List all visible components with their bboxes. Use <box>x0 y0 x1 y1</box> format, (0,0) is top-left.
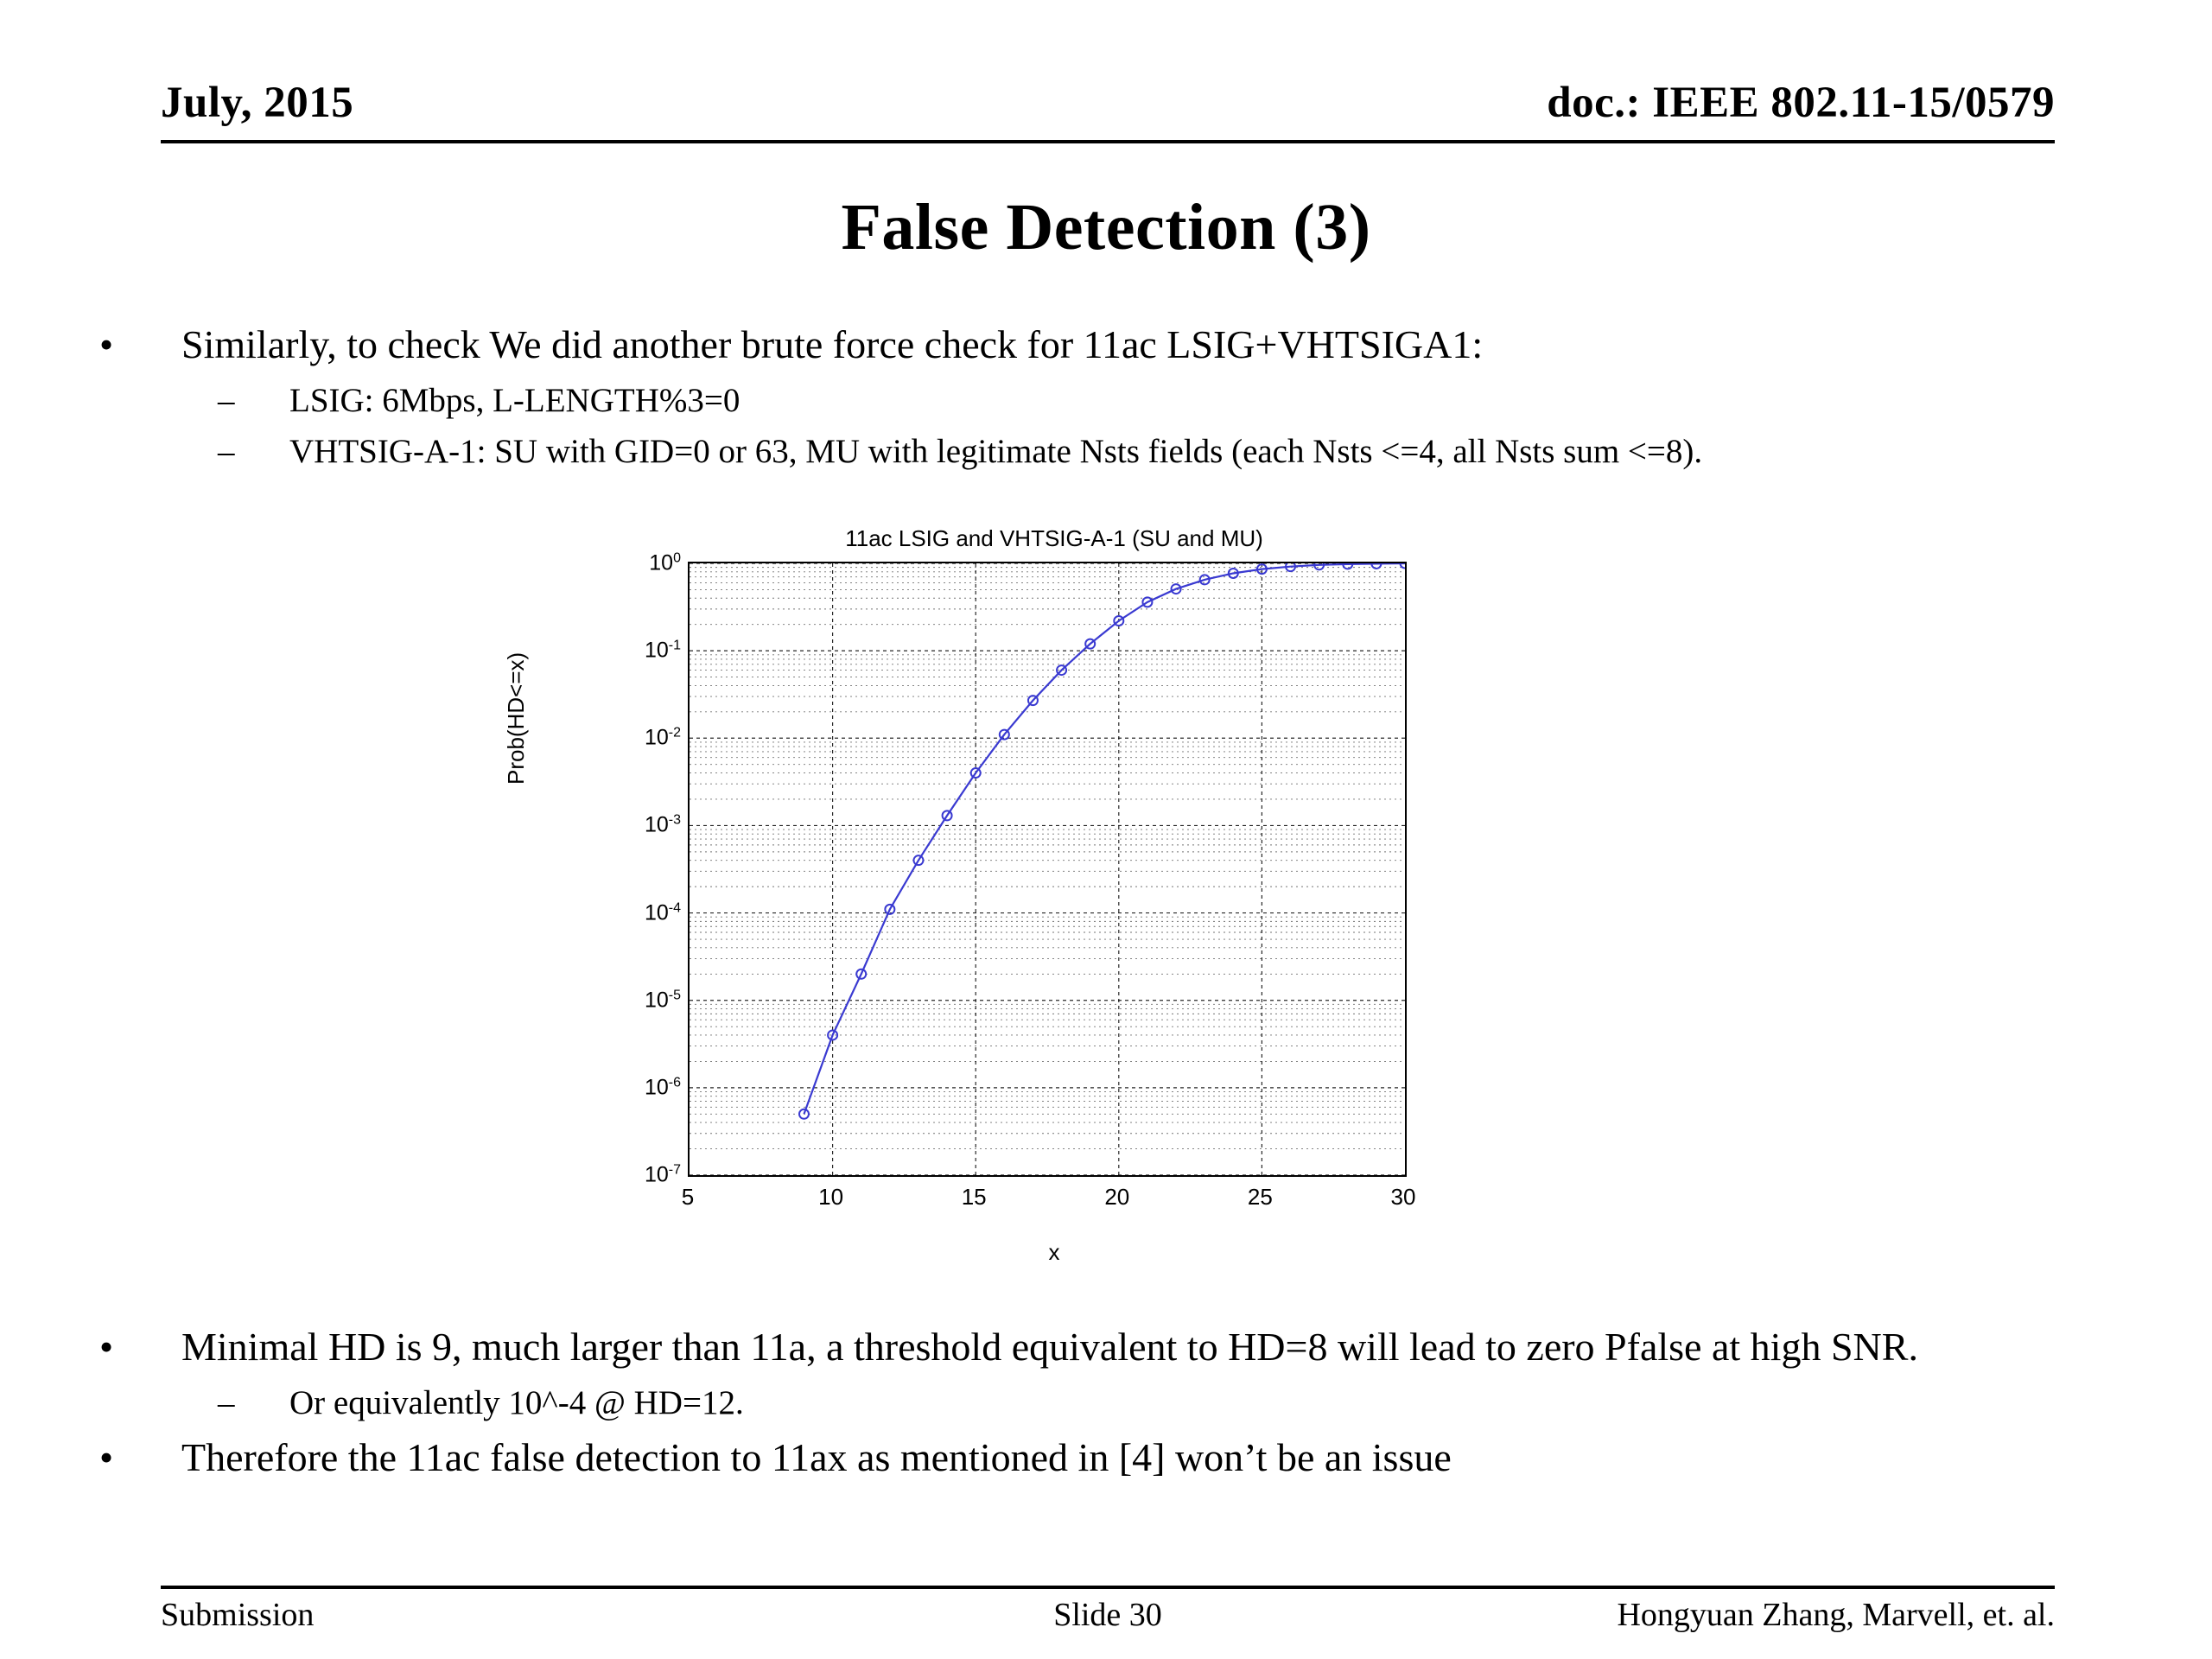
chart-y-tick-label: $10^0$ <box>649 550 681 575</box>
page-title: False Detection (3) <box>841 191 1371 264</box>
bullet-text: Similarly, to check We did another brute force check for 11ac LSIG+VHTSIGA1: <box>181 322 1484 366</box>
chart-y-tick-label: $10^{-1}$ <box>644 638 681 663</box>
footer-author: Hongyuan Zhang, Marvell, et. al. <box>1617 1597 2055 1633</box>
footer-submission: Submission <box>161 1597 315 1633</box>
chart-x-tick-label: 20 <box>1104 1184 1130 1210</box>
chart-y-axis-label: Prob(HD<=x) <box>503 652 529 785</box>
bullet-marker: – <box>218 1383 235 1421</box>
bullet-text: Or equivalently 10^-4 @ HD=12. <box>289 1383 744 1421</box>
bullet-marker: – <box>218 381 235 419</box>
chart-figure <box>503 525 1555 1303</box>
chart-x-tick-label: 5 <box>681 1184 695 1210</box>
chart-x-axis-label: x <box>1048 1239 1060 1265</box>
bullet-list-top <box>86 320 2143 480</box>
bullet-item <box>86 1382 2160 1426</box>
chart-x-tick-label: 30 <box>1390 1184 1416 1210</box>
chart-y-tick-label: $10^{-6}$ <box>644 1075 681 1100</box>
chart-svg <box>690 563 1405 1175</box>
bullet-item <box>86 1433 2160 1484</box>
bullet-marker: • <box>99 1325 114 1369</box>
bullet-item <box>86 430 2143 474</box>
slide-header <box>161 78 2055 143</box>
bullet-marker: • <box>99 322 114 366</box>
chart-y-tick-label: $10^{-2}$ <box>644 725 681 750</box>
bullet-text: VHTSIG-A-1: SU with GID=0 or 63, MU with legitimate Nsts fields (each Nsts <=4, all Nsts sum <=8). <box>289 432 1703 470</box>
chart-y-tick-label: $10^{-4}$ <box>644 899 681 925</box>
bullet-item <box>86 379 2143 423</box>
bullet-text: Therefore the 11ac false detection to 11ax as mentioned in [4] won’t be an issue <box>181 1434 1452 1479</box>
chart-y-tick-label: $10^{-5}$ <box>644 988 681 1013</box>
chart-y-tick-label: $10^{-3}$ <box>644 812 681 838</box>
slide-footer <box>161 1586 2055 1634</box>
chart-x-tick-label: 15 <box>961 1184 987 1210</box>
chart-x-tick-label: 10 <box>818 1184 844 1210</box>
header-date: July, 2015 <box>161 79 354 127</box>
chart-x-tick-label: 25 <box>1247 1184 1273 1210</box>
bullet-item <box>86 1322 2160 1373</box>
bullet-item <box>86 320 2143 371</box>
bullet-text: LSIG: 6Mbps, L-LENGTH%3=0 <box>289 381 741 419</box>
header-doc-number: doc.: IEEE 802.11-15/0579 <box>1547 79 2055 127</box>
bullet-marker: • <box>99 1434 114 1479</box>
bullet-marker: – <box>218 432 235 470</box>
chart-title: 11ac LSIG and VHTSIG-A-1 (SU and MU) <box>845 525 1263 551</box>
bullet-text: Minimal HD is 9, much larger than 11a, a threshold equivalent to HD=8 will lead to zero Pfalse at high SNR. <box>181 1325 1918 1369</box>
bullet-list-bottom <box>86 1322 2160 1491</box>
chart-y-tick-label: $10^{-7}$ <box>644 1162 681 1187</box>
footer-slide-number: Slide 30 <box>1053 1597 1162 1633</box>
chart-plot-area <box>688 562 1407 1177</box>
